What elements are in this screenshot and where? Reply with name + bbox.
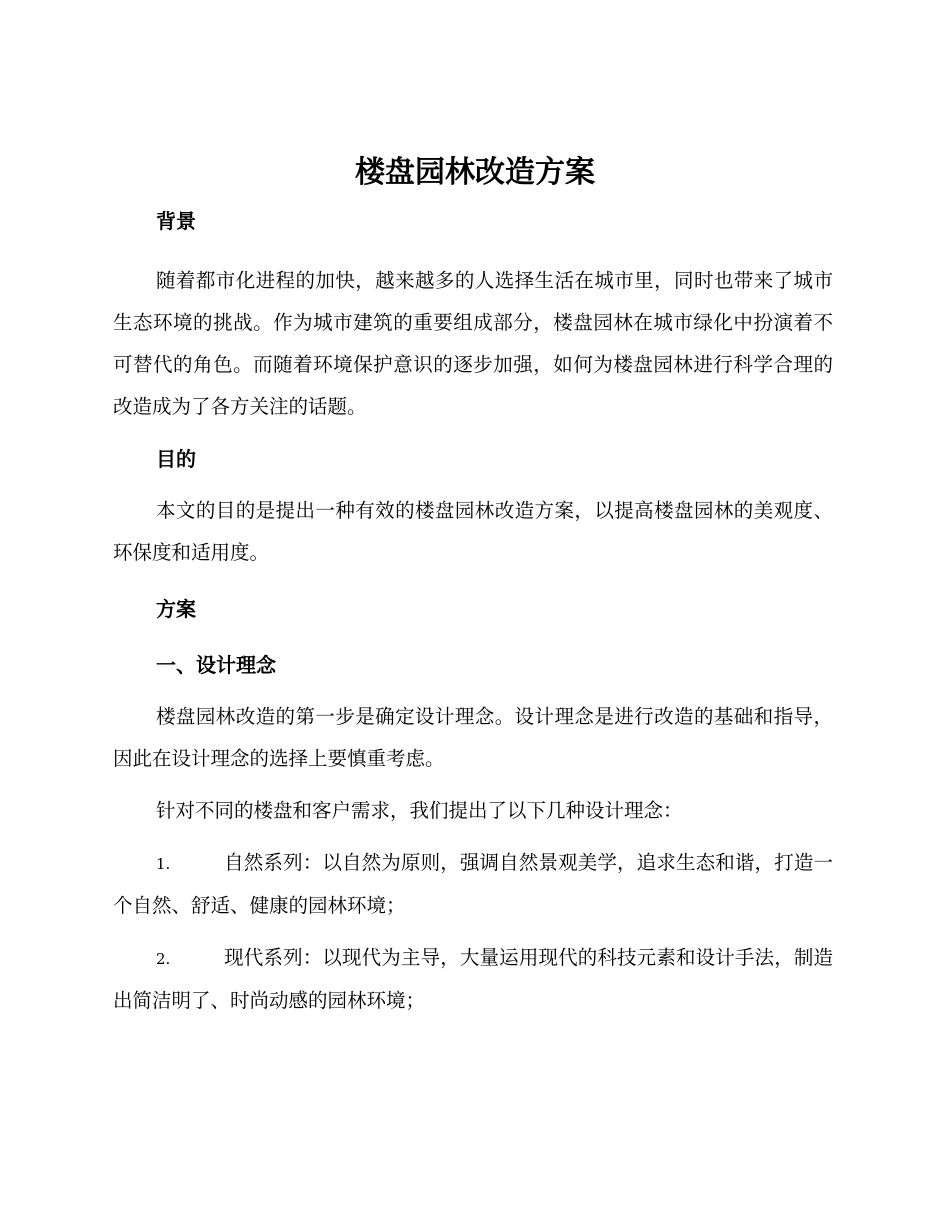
document-body <box>113 200 833 1022</box>
section-heading-background: 背景 <box>156 209 196 233</box>
background-paragraph: 随着都市化进程的加快，越来越多的人选择生活在城市里，同时也带来了城市生态环境的挑战。作为城市建筑的重要组成部分，楼盘园林在城市绿化中扮演着不可替代的角色。而随着环境保护意识的逐步加强，如何为楼盘园林进行科学合理的改造成为了各方关注的话题。 <box>113 269 833 418</box>
list-item <box>113 937 833 1022</box>
list-item-text: 现代系列：以现代为主导，大量运用现代的科技元素和设计手法，制造出简洁明了、时尚动感的园林环境； <box>113 946 833 1012</box>
list-item <box>113 842 833 927</box>
list-item-text: 自然系列：以自然为原则，强调自然景观美学，追求生态和谐，打造一个自然、舒适、健康的园林环境； <box>113 851 833 917</box>
subheading-design-concept: 一、设计理念 <box>156 653 276 677</box>
list-item-number: 1. <box>156 855 171 873</box>
purpose-paragraph: 本文的目的是提出一种有效的楼盘园林改造方案，以提高楼盘园林的美观度、环保度和适用度。 <box>113 499 833 564</box>
document-title: 楼盘园林改造方案 <box>355 155 595 190</box>
list-item-number: 2. <box>156 950 171 968</box>
design-concept-intro: 针对不同的楼盘和客户需求，我们提出了以下几种设计理念： <box>156 799 683 822</box>
section-heading-plan: 方案 <box>156 597 196 621</box>
section-heading-purpose: 目的 <box>156 447 196 471</box>
design-concept-paragraph: 楼盘园林改造的第一步是确定设计理念。设计理念是进行改造的基础和指导，因此在设计理念的选择上要慎重考虑。 <box>113 705 833 770</box>
